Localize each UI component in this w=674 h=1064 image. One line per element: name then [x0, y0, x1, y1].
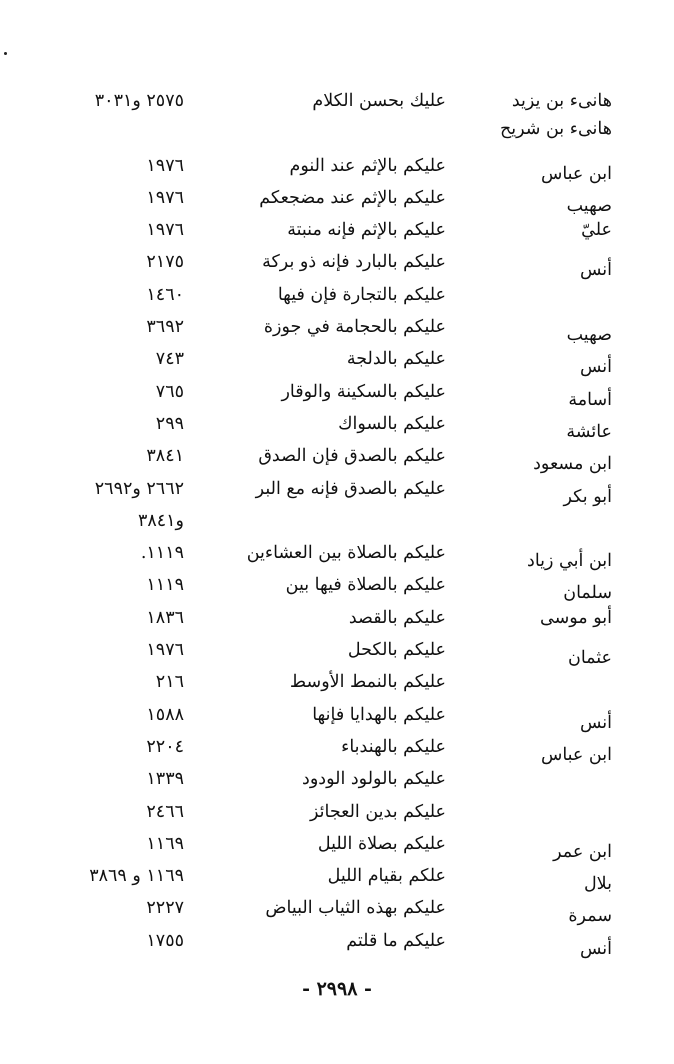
- index-row: [0, 764, 674, 796]
- hadith-text: عليكم ما قلتم: [346, 930, 446, 951]
- hadith-text: عليكم بالإثم عند مضجعكم: [259, 187, 446, 208]
- hadith-text: عليكم بالصلاة بين العشاءين: [246, 543, 446, 564]
- narrator-name: ابن عباس: [540, 163, 612, 184]
- index-row: [0, 797, 674, 829]
- reference-numbers: ٢٤٦٦: [146, 801, 184, 822]
- index-row: [0, 732, 674, 764]
- reference-numbers: و٣٨٤١: [137, 510, 184, 531]
- index-row: [0, 603, 674, 635]
- narrator-name: عليّ: [581, 220, 612, 241]
- page-number: - ٢٩٩٨ -: [302, 978, 372, 1000]
- hadith-text: عليكم بالإثم فإنه منبتة: [287, 220, 446, 241]
- index-row: [0, 312, 674, 344]
- narrator-name: عثمان: [567, 648, 612, 669]
- narrator-name: أبو موسى: [540, 607, 612, 628]
- narrator-name: أنس: [579, 260, 612, 281]
- hadith-text: عليكم بالهندباء: [341, 736, 446, 757]
- reference-numbers: ٢١٦: [155, 672, 184, 693]
- reference-numbers: ١٧٥٥: [146, 930, 184, 951]
- hadith-text: عليكم بالسكينة والوقار: [281, 381, 446, 402]
- index-row: [0, 344, 674, 376]
- reference-numbers: ١١٦٩ و ٣٨٦٩: [89, 866, 184, 887]
- reference-numbers: ٣٨٤١: [146, 446, 184, 467]
- index-row: [0, 183, 674, 215]
- hadith-text: عليكم بالصلاة فيها بين: [285, 575, 446, 596]
- narrator-name: ابن أبي زياد: [527, 551, 612, 572]
- index-row: [0, 506, 674, 538]
- hadith-text: عليكم بالصدق فإنه مع البر: [255, 478, 446, 499]
- reference-numbers: ١٩٧٦: [146, 187, 184, 208]
- index-row: [0, 474, 674, 506]
- index-row: [0, 538, 674, 570]
- index-row: [0, 151, 674, 183]
- reference-numbers: ٧٦٥: [155, 381, 184, 402]
- reference-numbers: ٢٥٧٥ و٣٠٣١: [94, 91, 184, 111]
- reference-numbers: ٢٢٠٤: [146, 736, 184, 757]
- reference-numbers: ١٣٣٩: [146, 769, 184, 790]
- narrator-name: أسامة: [568, 389, 612, 410]
- narrator-name: سلمان: [563, 583, 612, 604]
- index-row: [0, 118, 674, 150]
- reference-numbers: ٢٩٩: [155, 413, 184, 434]
- index-row: [0, 409, 674, 441]
- reference-numbers: ١٥٨٨: [146, 704, 184, 725]
- index-row: [0, 441, 674, 473]
- narrator-name: أبو بكر: [563, 486, 612, 507]
- reference-numbers: ١٨٣٦: [146, 607, 184, 628]
- hadith-text: عليكم بالقصد: [348, 607, 446, 628]
- hadith-text: عليكم بالإثم عند النوم: [289, 155, 446, 176]
- reference-numbers: ٢٦٦٢ و٢٦٩٢: [94, 478, 184, 499]
- reference-numbers: ٢١٧٥: [146, 252, 184, 273]
- index-row: [0, 700, 674, 732]
- reference-numbers: ٣٦٩٢: [146, 317, 184, 338]
- narrator-name: صهيب: [566, 325, 612, 346]
- hadith-text: عليكم بالحجامة في جوزة: [263, 317, 446, 338]
- hadith-text: عليكم بدين العجائز: [310, 801, 446, 822]
- index-row: [0, 829, 674, 861]
- hadith-text: عليك بحسن الكلام: [312, 91, 446, 111]
- reference-numbers: ١١١٩.: [140, 543, 184, 564]
- reference-numbers: ١٩٧٦: [146, 155, 184, 176]
- hadith-text: عليكم بهذه الثياب البياض: [265, 898, 446, 919]
- narrator-name: ابن عباس: [540, 744, 612, 765]
- reference-numbers: ١١٦٩: [146, 833, 184, 854]
- narrator-name: هانىء بن شريح: [499, 119, 612, 140]
- index-row: [0, 570, 674, 602]
- reference-numbers: ١١١٩: [146, 575, 184, 596]
- index-row: [0, 377, 674, 409]
- index-row: [0, 215, 674, 247]
- hadith-text: علكم بقيام الليل: [327, 866, 446, 887]
- index-row: [0, 667, 674, 699]
- index-row: [0, 635, 674, 667]
- hadith-text: عليكم بالصدق فإن الصدق: [258, 446, 446, 467]
- hadith-index-list: [0, 86, 674, 958]
- hadith-text: عليكم بالدلجة: [346, 349, 446, 370]
- hadith-text: عليكم بالكحل: [347, 640, 446, 661]
- index-row: [0, 893, 674, 925]
- hadith-text: عليكم بالسواك: [338, 413, 446, 434]
- narrator-name: ابن عمر: [553, 841, 612, 862]
- narrator-name: بلال: [583, 874, 612, 895]
- hadith-text: عليكم بالبارد فإنه ذو بركة: [262, 252, 446, 273]
- narrator-name: أنس: [579, 357, 612, 378]
- index-row: [0, 861, 674, 893]
- index-row: [0, 926, 674, 958]
- hadith-text: عليكم بالنمط الأوسط: [289, 672, 446, 693]
- hadith-text: عليكم بالولود الودود: [302, 769, 446, 790]
- narrator-name: عائشة: [566, 421, 612, 442]
- hadith-text: عليكم بصلاة الليل: [317, 833, 446, 854]
- narrator-name: أنس: [579, 938, 612, 959]
- narrator-name: هانىء بن يزيد: [511, 91, 612, 111]
- reference-numbers: ٧٤٣: [155, 349, 184, 370]
- margin-dot: [4, 52, 7, 55]
- narrator-name: صهيب: [566, 195, 612, 216]
- reference-numbers: ١٤٦٠: [146, 284, 184, 305]
- reference-numbers: ٢٢٢٧: [146, 898, 184, 919]
- narrator-name: سمرة: [568, 906, 612, 927]
- index-row: [0, 280, 674, 312]
- narrator-name: ابن مسعود: [533, 454, 612, 475]
- reference-numbers: ١٩٧٦: [146, 220, 184, 241]
- narrator-name: أنس: [579, 712, 612, 733]
- index-row: [0, 247, 674, 279]
- hadith-text: عليكم بالهدايا فإنها: [312, 704, 446, 725]
- hadith-text: عليكم بالتجارة فإن فيها: [277, 284, 446, 305]
- reference-numbers: ١٩٧٦: [146, 640, 184, 661]
